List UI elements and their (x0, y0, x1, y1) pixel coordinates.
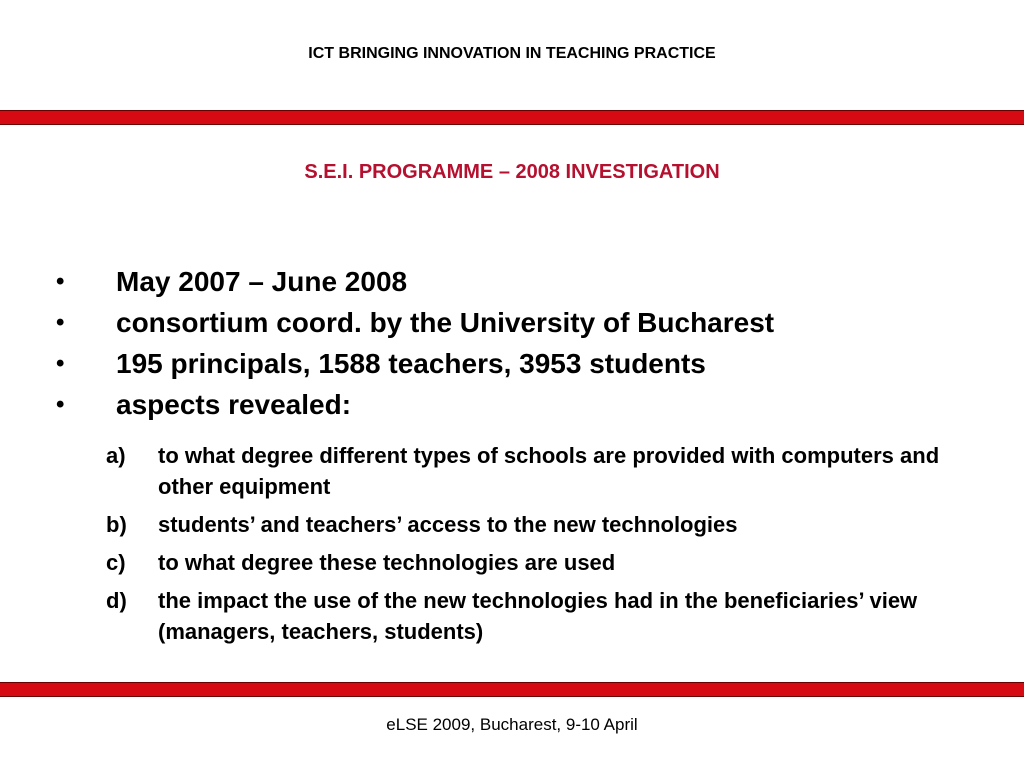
top-red-band (0, 110, 1024, 125)
sub-item-text: the impact the use of the new technologies had in the beneficiaries’ view (managers, teachers, students) (158, 588, 918, 644)
sub-item-text: to what degree these technologies are used (158, 550, 616, 575)
bullet-item (0, 262, 1024, 303)
sub-item-marker: a) (106, 443, 126, 468)
footer-text: eLSE 2009, Bucharest, 9-10 April (386, 715, 638, 734)
bottom-red-band (0, 682, 1024, 697)
sub-item-text: students’ and teachers’ access to the new technologies (158, 512, 738, 537)
sub-item (0, 509, 1024, 540)
sub-item (0, 585, 1024, 647)
bullet-dot: • (56, 350, 65, 377)
bullet-list (0, 262, 1024, 426)
sub-item-list (0, 440, 1024, 654)
bullet-dot: • (56, 268, 65, 295)
bullet-item (0, 344, 1024, 385)
sub-item-marker: c) (106, 550, 126, 575)
sub-item-text: to what degree different types of schools are provided with computers and other equipment (158, 443, 940, 499)
bullet-dot: • (56, 391, 65, 418)
sub-item (0, 440, 1024, 502)
slide-title: S.E.I. PROGRAMME – 2008 INVESTIGATION (304, 161, 720, 183)
sub-item-marker: b) (106, 512, 127, 537)
bullet-item (0, 385, 1024, 426)
bullet-text: 195 principals, 1588 teachers, 3953 students (116, 348, 706, 379)
header-title: ICT BRINGING INNOVATION IN TEACHING PRACTICE (308, 45, 716, 62)
sub-item (0, 547, 1024, 578)
sub-item-marker: d) (106, 588, 127, 613)
bullet-text: consortium coord. by the University of Bucharest (116, 307, 775, 338)
bullet-item (0, 303, 1024, 344)
bullet-dot: • (56, 309, 65, 336)
bullet-text: aspects revealed: (116, 389, 352, 420)
bullet-text: May 2007 – June 2008 (116, 266, 408, 297)
